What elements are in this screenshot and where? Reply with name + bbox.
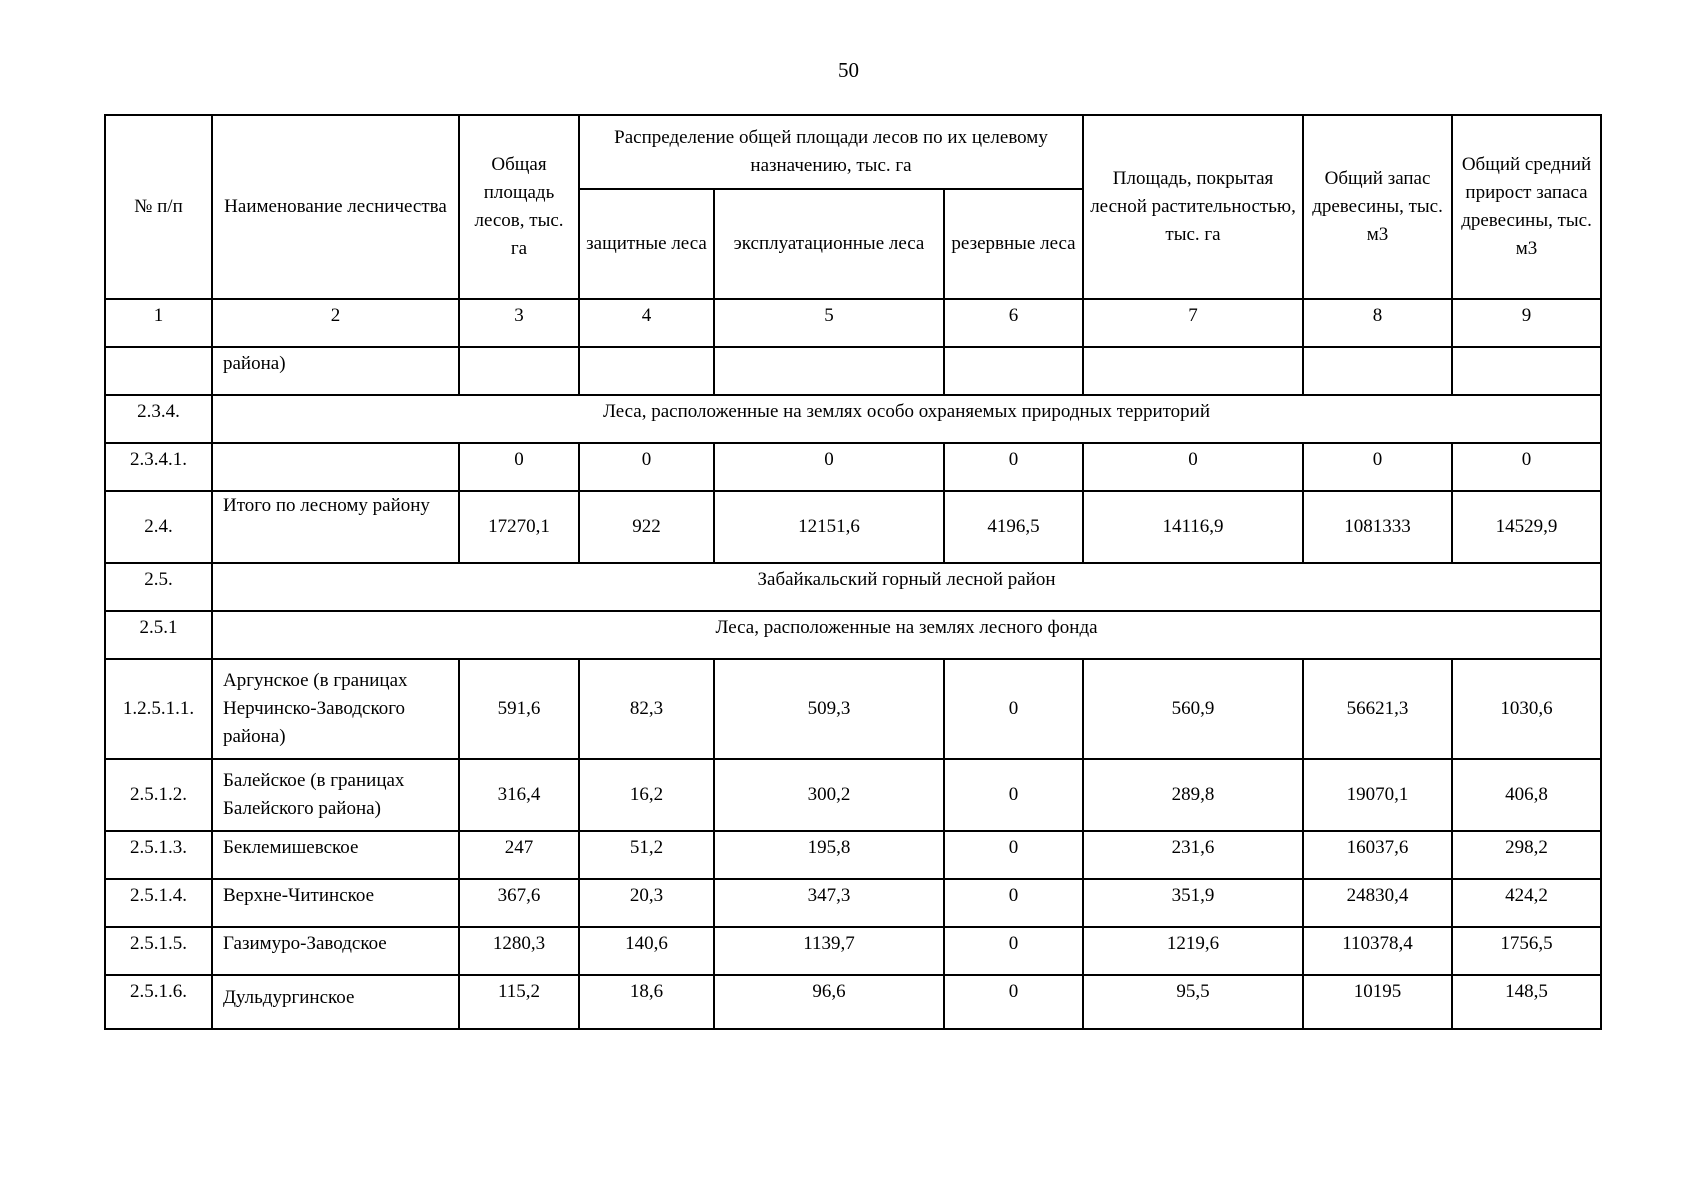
cell-value: 19070,1 <box>1303 759 1452 831</box>
row-id: 2.5. <box>105 563 212 611</box>
cell-value: 0 <box>944 879 1083 927</box>
cell-value: 424,2 <box>1452 879 1601 927</box>
section-title: Забайкальский горный лесной район <box>212 563 1601 611</box>
cell-value: 82,3 <box>579 659 714 759</box>
cell-value: 0 <box>944 443 1083 491</box>
column-number: 1 <box>105 299 212 347</box>
row-id: 2.5.1.6. <box>105 975 212 1029</box>
cell-value: 17270,1 <box>459 491 579 563</box>
row-id: 2.3.4. <box>105 395 212 443</box>
column-number: 7 <box>1083 299 1303 347</box>
header-col-8: Общий запас древесины, тыс. м3 <box>1303 115 1452 299</box>
cell-value: 0 <box>1452 443 1601 491</box>
cell-value <box>714 347 944 395</box>
cell-value: 14529,9 <box>1452 491 1601 563</box>
cell-value: 16037,6 <box>1303 831 1452 879</box>
cell-value: 96,6 <box>714 975 944 1029</box>
cell-value: 0 <box>944 759 1083 831</box>
cell-value: 922 <box>579 491 714 563</box>
header-col-9: Общий средний прирост запаса древесины, тыс. м3 <box>1452 115 1601 299</box>
table-row <box>105 347 1601 395</box>
cell-value: 0 <box>944 975 1083 1029</box>
forestry-name: Беклемишевское <box>212 831 459 879</box>
forestry-name: Газимуро-Заводское <box>212 927 459 975</box>
row-id: 2.5.1.3. <box>105 831 212 879</box>
cell-value: 1081333 <box>1303 491 1452 563</box>
cell-value: 195,8 <box>714 831 944 879</box>
column-number: 4 <box>579 299 714 347</box>
row-id: 2.5.1 <box>105 611 212 659</box>
cell-value: 0 <box>944 831 1083 879</box>
cell-value: 16,2 <box>579 759 714 831</box>
cell-value: 20,3 <box>579 879 714 927</box>
cell-value <box>579 347 714 395</box>
cell-value: 300,2 <box>714 759 944 831</box>
forestry-name: Верхне-Читинское <box>212 879 459 927</box>
cell-value: 0 <box>944 659 1083 759</box>
table-row <box>105 443 1601 491</box>
cell-value: 509,3 <box>714 659 944 759</box>
cell-value: 367,6 <box>459 879 579 927</box>
cell-value: 298,2 <box>1452 831 1601 879</box>
cell-value: 0 <box>944 927 1083 975</box>
cell-value: 247 <box>459 831 579 879</box>
header-group-distribution: Распределение общей площади лесов по их целевому назначению, тыс. га <box>579 115 1083 189</box>
cell-value: 18,6 <box>579 975 714 1029</box>
row-id: 2.5.1.2. <box>105 759 212 831</box>
table-row <box>105 831 1601 879</box>
cell-value: 1030,6 <box>1452 659 1601 759</box>
total-row <box>105 491 1601 563</box>
row-id: 2.5.1.4. <box>105 879 212 927</box>
cell-value: 406,8 <box>1452 759 1601 831</box>
forest-area-table <box>104 114 1602 1030</box>
section-title: Леса, расположенные на землях особо охраняемых природных территорий <box>212 395 1601 443</box>
cell-value: 0 <box>579 443 714 491</box>
cell-value: 140,6 <box>579 927 714 975</box>
cell-value: 0 <box>1303 443 1452 491</box>
header-col-4: защитные леса <box>579 189 714 299</box>
row-id <box>105 347 212 395</box>
row-id: 2.3.4.1. <box>105 443 212 491</box>
cell-value: 115,2 <box>459 975 579 1029</box>
row-id: 1.2.5.1.1. <box>105 659 212 759</box>
cell-value: 12151,6 <box>714 491 944 563</box>
section-title: Леса, расположенные на землях лесного фонда <box>212 611 1601 659</box>
section-row <box>105 611 1601 659</box>
forestry-name: Балейское (в границах Балейского района) <box>212 759 459 831</box>
header-col-1: № п/п <box>105 115 212 299</box>
forestry-name <box>212 443 459 491</box>
header-col-5: эксплуатационные леса <box>714 189 944 299</box>
column-number: 6 <box>944 299 1083 347</box>
column-number: 3 <box>459 299 579 347</box>
cell-value: 0 <box>459 443 579 491</box>
column-number: 8 <box>1303 299 1452 347</box>
cell-value: 4196,5 <box>944 491 1083 563</box>
cell-value: 24830,4 <box>1303 879 1452 927</box>
cell-value: 316,4 <box>459 759 579 831</box>
forestry-name: Аргунское (в границах Нерчинско-Заводского района) <box>212 659 459 759</box>
header-col-2: Наименование лесничества <box>212 115 459 299</box>
header-col-7: Площадь, покрытая лесной растительностью, тыс. га <box>1083 115 1303 299</box>
cell-value: 1756,5 <box>1452 927 1601 975</box>
cell-value <box>1303 347 1452 395</box>
column-number: 2 <box>212 299 459 347</box>
cell-value: 347,3 <box>714 879 944 927</box>
row-id: 2.4. <box>105 491 212 563</box>
cell-value: 1280,3 <box>459 927 579 975</box>
table-row <box>105 927 1601 975</box>
cell-value <box>944 347 1083 395</box>
cell-value: 0 <box>714 443 944 491</box>
column-number: 5 <box>714 299 944 347</box>
cell-value: 148,5 <box>1452 975 1601 1029</box>
column-number: 9 <box>1452 299 1601 347</box>
cell-value: 1139,7 <box>714 927 944 975</box>
cell-value: 51,2 <box>579 831 714 879</box>
cell-value: 10195 <box>1303 975 1452 1029</box>
cell-value <box>1083 347 1303 395</box>
header-col-6: резервные леса <box>944 189 1083 299</box>
forestry-name: Итого по лесному району <box>212 491 459 563</box>
cell-value: 351,9 <box>1083 879 1303 927</box>
cell-value: 289,8 <box>1083 759 1303 831</box>
row-id: 2.5.1.5. <box>105 927 212 975</box>
cell-value: 56621,3 <box>1303 659 1452 759</box>
cell-value: 560,9 <box>1083 659 1303 759</box>
table-row <box>105 759 1601 831</box>
table-body <box>105 299 1601 1029</box>
section-row <box>105 395 1601 443</box>
table-row <box>105 659 1601 759</box>
page-number: 50 <box>838 58 859 82</box>
cell-value: 1219,6 <box>1083 927 1303 975</box>
cell-value: 95,5 <box>1083 975 1303 1029</box>
table-row <box>105 975 1601 1029</box>
cell-value: 591,6 <box>459 659 579 759</box>
table-header <box>105 115 1601 299</box>
cell-value: 14116,9 <box>1083 491 1303 563</box>
table-row <box>105 879 1601 927</box>
header-col-3: Общая площадь лесов, тыс. га <box>459 115 579 299</box>
column-number-row <box>105 299 1601 347</box>
forestry-name: района) <box>212 347 459 395</box>
cell-value: 231,6 <box>1083 831 1303 879</box>
cell-value: 0 <box>1083 443 1303 491</box>
cell-value <box>1452 347 1601 395</box>
cell-value: 110378,4 <box>1303 927 1452 975</box>
section-row <box>105 563 1601 611</box>
cell-value <box>459 347 579 395</box>
forestry-name: Дульдургинское <box>212 975 459 1029</box>
